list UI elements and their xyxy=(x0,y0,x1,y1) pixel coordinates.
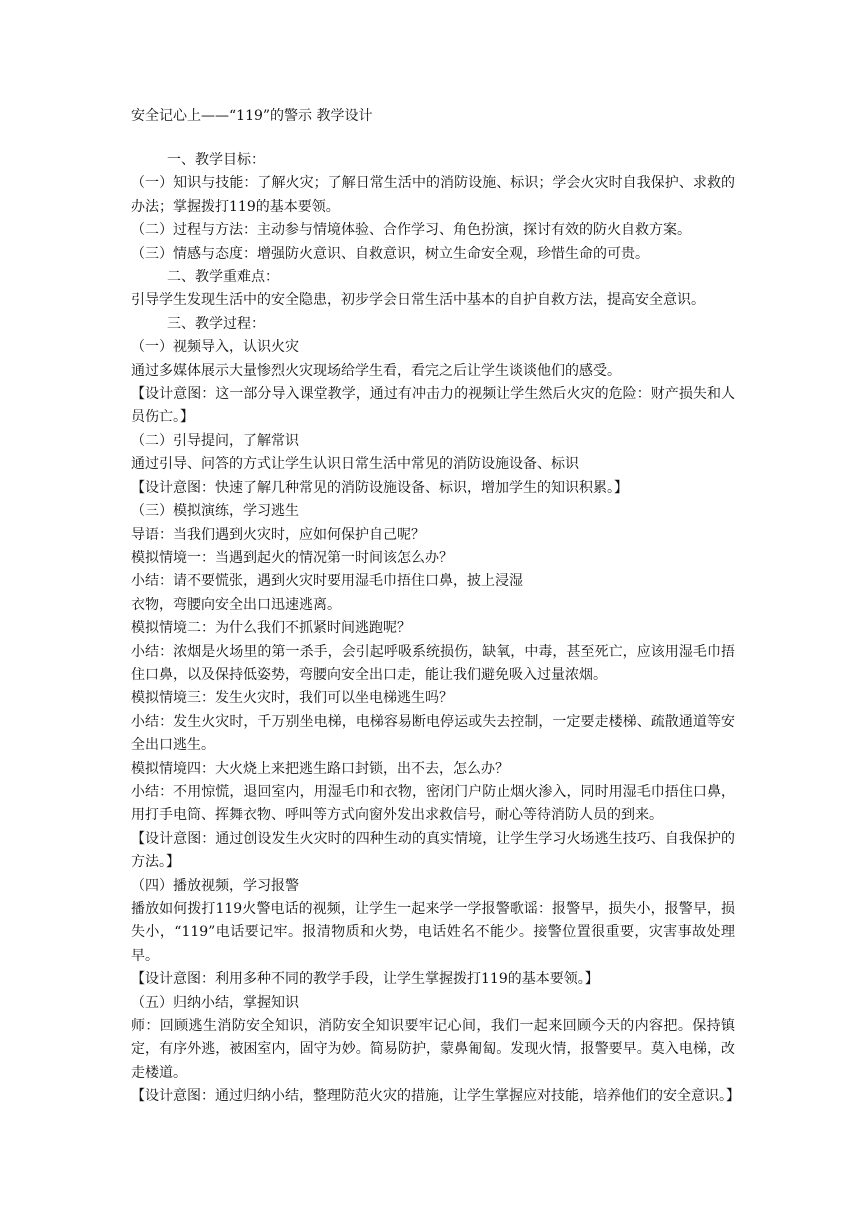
document-title: 安全记心上——“119”的警示 教学设计 xyxy=(131,108,373,124)
document-paragraph: 【设计意图：利用多种不同的教学手段，让学生掌握拨打119的基本要领。】 xyxy=(131,971,599,988)
document-paragraph: （二）过程与方法：主动参与情境体验、合作学习、角色扮演，探讨有效的防火自救方案。 xyxy=(131,222,691,239)
document-paragraph: 【设计意图：快速了解几种常见的消防设施设备、标识，增加学生的知识积累。】 xyxy=(131,479,628,496)
document-paragraph: 通过多媒体展示大量惨烈火灾现场给学生看，看完之后让学生谈谈他们的感受。 xyxy=(131,362,621,379)
document-paragraph: （二）引导提问，了解常识 xyxy=(131,432,299,449)
document-paragraph: 小结：浓烟是火场里的第一杀手，会引起呼吸系统损伤，缺氧，中毒，甚至死亡，应该用湿毛巾捂住口鼻，以及保持低姿势，弯腰向安全出口走，能让我们避免吸入过量浓烟。 xyxy=(131,643,735,683)
document-paragraph: 【设计意图：通过创设发生火灾时的四种生动的真实情境，让学生学习火场逃生技巧、自我保护的方法。】 xyxy=(131,830,735,871)
document-paragraph: 播放如何拨打119火警电话的视频，让学生一起来学一学报警歌谣：报警早，损失小，报警早，损失小，“119”电话要记牢。报清物质和火势，电话姓名不能少。接警位置很重要，灾害事故处理早。 xyxy=(131,901,735,964)
document-paragraph: 通过引导、问答的方式让学生认识日常生活中常见的消防设施设备、标识 xyxy=(131,456,579,473)
document-paragraph: 【设计意图：通过归纳小结，整理防范火灾的措施，让学生掌握应对技能，培养他们的安全意识。】 xyxy=(131,1088,740,1105)
document-paragraph: （三）模拟演练，学习逃生 xyxy=(131,503,299,520)
document-paragraph: 模拟情境四：大火烧上来把逃生路口封锁，出不去，怎么办？ xyxy=(131,760,509,777)
document-paragraph: 二、教学重难点： xyxy=(167,269,279,286)
document-paragraph: 模拟情境一：当遇到起火的情况第一时间该怎么办？ xyxy=(131,549,453,566)
document-paragraph: 【设计意图：这一部分导入课堂教学，通过有冲击力的视频让学生然后火灾的危险：财产损失和人员伤亡。】 xyxy=(131,386,735,426)
document-paragraph: 衣物，弯腰向安全出口迅速逃离。 xyxy=(131,596,341,613)
document-paragraph: （一）知识与技能：了解火灾；了解日常生活中的消防设施、标识；学会火灾时自我保护、求救的办法；掌握拨打119的基本要领。 xyxy=(131,175,735,215)
document-paragraph: 小结：不用惊慌，退回室内，用湿毛巾和衣物，密闭门户防止烟火渗入，同时用湿毛巾捂住口鼻，用打手电筒、挥舞衣物、呼叫等方式向窗外发出求救信号，耐心等待消防人员的到来。 xyxy=(131,783,735,824)
document-paragraph: 师：回顾逃生消防安全知识，消防安全知识要牢记心间，我们一起来回顾今天的内容把。保持镇定，有序外逃，被困室内，固守为妙。简易防护，蒙鼻匍匐。发现火情，报警要早。莫入电梯，改走楼道。 xyxy=(131,1018,735,1081)
document-paragraph: （五）归纳小结，掌握知识 xyxy=(131,994,299,1011)
document-body xyxy=(131,149,740,1109)
document-paragraph: 一、教学目标： xyxy=(167,152,265,168)
document-paragraph: 模拟情境二：为什么我们不抓紧时间逃跑呢？ xyxy=(131,620,411,637)
document-paragraph: （四）播放视频，学习报警 xyxy=(131,877,299,894)
document-paragraph: 模拟情境三：发生火灾时，我们可以坐电梯逃生吗？ xyxy=(131,690,453,707)
document-paragraph: （三）情感与态度：增强防火意识、自救意识，树立生命安全观，珍惜生命的可贵。 xyxy=(131,245,649,262)
document-paragraph: （一）视频导入，认识火灾 xyxy=(131,339,299,356)
document-paragraph: 小结：请不要慌张，遇到火灾时要用湿毛巾捂住口鼻，披上浸湿 xyxy=(131,573,523,590)
document-paragraph: 三、教学过程： xyxy=(167,315,265,332)
document-paragraph: 引导学生发现生活中的安全隐患，初步学会日常生活中基本的自护自救方法，提高安全意识。 xyxy=(131,292,705,309)
document-paragraph: 小结：发生火灾时，千万别坐电梯，电梯容易断电停运或失去控制，一定要走楼梯、疏散通道等安全出口逃生。 xyxy=(131,713,735,754)
document-paragraph: 导语：当我们遇到火灾时，应如何保护自己呢？ xyxy=(131,526,425,543)
